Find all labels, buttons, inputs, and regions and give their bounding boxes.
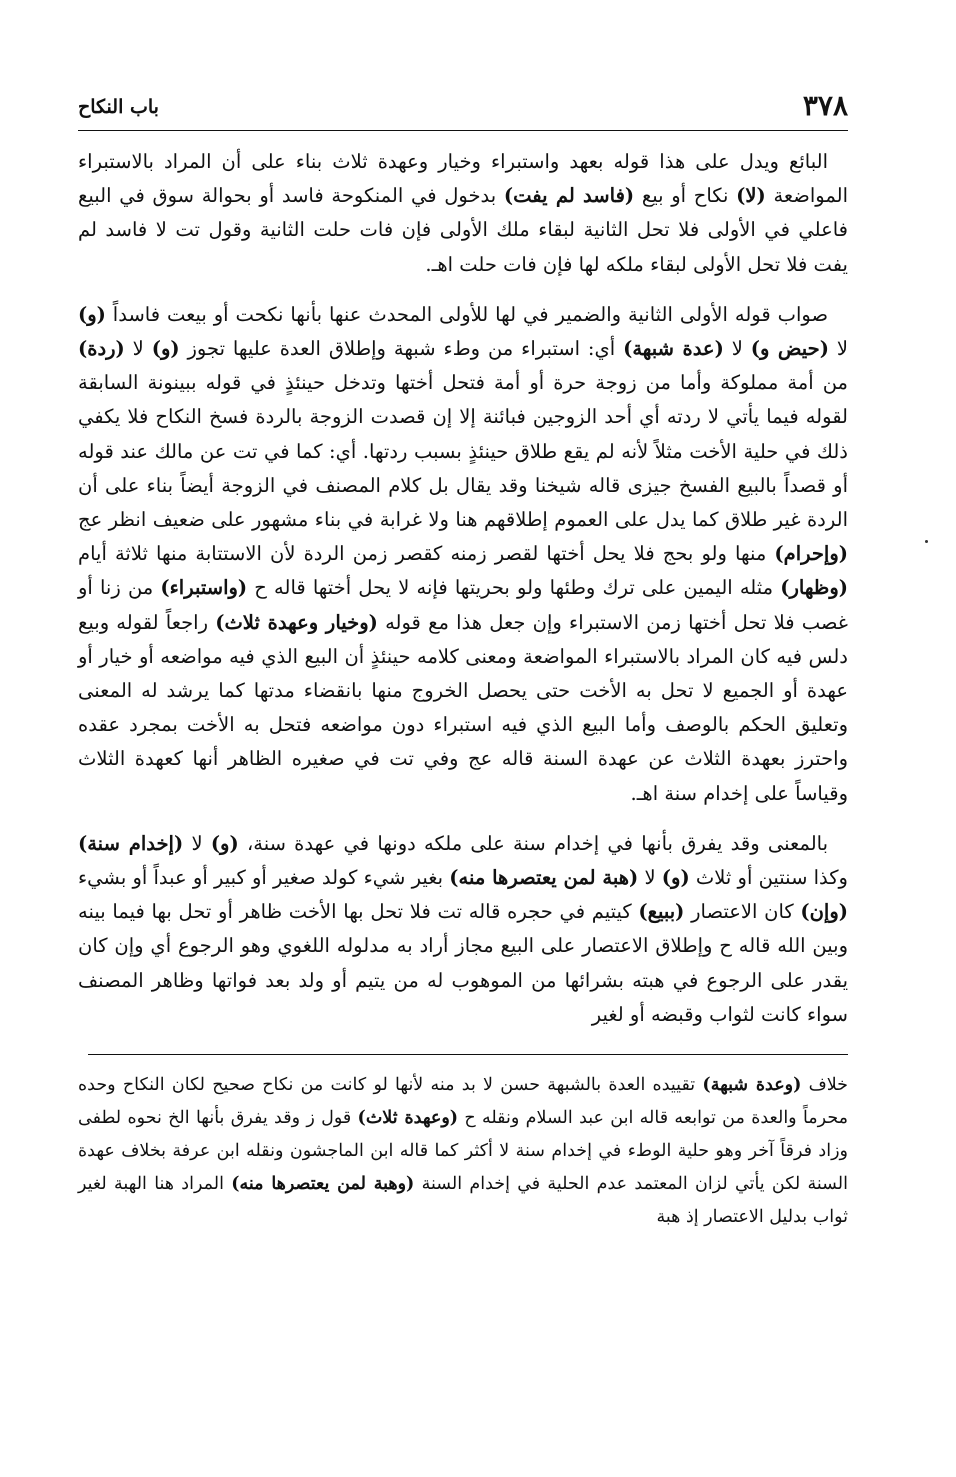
text-run: خلاف [801,1075,848,1096]
bold-term: (عدة شبهة) [623,337,724,361]
text-run: راجعاً لقوله وبيع دلس فيه كان المراد بالاستبراء المواضعة ومعنى كلامه حينئذٍ أن البيع الذي فيه مواضعه أو خيار أو عهدة أو الجميع لا تحل به الأخت حتى يحصل الخروج منها بانقضاء مدتها كما يرشد له المعنى وتعليق الحكم بالوصف وأما البيع الذي فيه استبراء دون مواضعه فتحل به الأخت بمجرد عقده واحترز بعهدة الثلاث عن عهدة السنة قاله عج وفي تت في صغيره الظاهر أنها كعهدة الثلاث وقياساً على إخدام سنة اهـ. [78,610,848,805]
text-run: لا [723,337,751,361]
bold-term: (إخدام سنة) [78,831,184,855]
bold-term: (وخيار وعهدة ثلاث) [215,610,378,634]
bold-term: (و) [151,337,180,361]
bold-term: (هبة لمن يعتصرها منه) [449,866,639,890]
text-run: المراد هنا الهبة لغير ثواب بدليل الاعتصار إذ هبة [78,1174,848,1228]
bold-term: (وعدة شبهة) [702,1075,802,1096]
bold-term: (و) [210,831,239,855]
text-run: بدخول في المنكوحة فاسد أو بحوالة سوق في البيع فاعلي في الأولى فلا تحل الثانية لبقاء ملك الأولى فإن فات حلت الثانية وقول تت لا فاسد لم يفت فلا تحل الأولى لبقاء ملكه لها فإن فات حلت اهـ. [78,184,848,276]
text-run: أي: استبراء من وطء شبهة وإطلاق العدة عليها تجوز [179,337,624,361]
bold-term: (حيض و) [750,337,829,361]
bold-term: (و) [661,866,690,890]
footnote [78,1069,848,1234]
margin-mark [925,540,928,543]
text-run: نكاح أو بيع [634,184,737,208]
text-run: بالمعنى وقد يفرق بأنها في إخدام سنة على ملكه دونها في عهدة سنة، [238,831,829,855]
text-run: صواب قوله الأولى الثانية والضمير في لها للأولى المحدث عنها بأنها نكحت أو بيعت فاسداً [105,302,828,326]
text-run: منها ولو بحج فلا يحل أختها لقصر زمنه كقصر زمن الردة لأن الاستتابة منها ثلاثة أيام [78,542,775,566]
text-run: كيتيم في حجره قاله تت فلا تحل بها الأخت ظاهر أو تحل بها فيما بينه وبين الله قاله ح وإطلاق الاعتصار على البيع مجاز أراد به مدلوله اللغوي وهو الرجوع أي وإن كان يقدر على الرجوع في هبته بشرائها من الموهوب له من يتيم أو ولد بعد فواتها وظاهر المصنف سواء كانت لثواب وقبضه أو لغير [78,900,848,1026]
bold-term: (فاسد لم يفت) [503,184,635,208]
bold-term: (وعهدة ثلاث) [357,1108,459,1129]
bold-term: (وهبة لمن يعتصرها منه) [231,1174,415,1195]
text-run: كان الاعتصار [684,900,801,924]
page-header [78,80,848,131]
bold-term: (وظهار) [780,576,848,600]
bold-term: (وإحرام) [774,542,848,566]
paragraph [78,298,848,811]
running-title: باب النكاح [78,96,159,118]
text-run: من أمة مملوكة وأما من زوجة حرة أو أمة فتحل أختها وتدخل حينئذٍ في قوله ببينونة السابقة لقوله فيما يأتي لا ردته أي أحد الزوجين فبائنة إلا إن قصدت الزوجة بالردة فسخ النكاح فلا يكفي ذلك في حلية الأخت مثلاً لأنه لم يقع طلاق حينئذٍ بسبب ردتها. أي: كما في تت عن مالك عند قوله أو قصداً بالبيع الفسخ جيزى قاله شيخنا وقد يقال بل كلام المصنف في الزوجة أيضاً بناء على أن الردة غير طلاق كما يدل على العموم إطلاقهم هنا ولا غرابة في بناء مشهور على ضعيف انظر عج [78,371,848,532]
footnote-divider [88,1054,848,1055]
text-run: لا [183,831,211,855]
text-run: بغير شيء كولد صغير أو كبير أو عبداً أو بشيء [78,866,450,890]
bold-term: (واستبراء) [160,576,248,600]
book-page [78,80,848,1410]
bold-term: (ببيع) [638,900,685,924]
main-text [78,145,848,1032]
text-run: مثله اليمين على ترك وطئها ولو بحريتها فإنه لا يحل أختها قاله ح [247,576,781,600]
text-run: لا [124,337,152,361]
text-run: البائع ويدل على هذا قوله بعهد واستبراء وخيار وعهدة ثلاث بناء على أن المراد بالاستبراء المواضعة [78,150,848,208]
text-run: من زنا أو غصب فلا تحل أختها زمن الاستبراء وإن جعل هذا مع قوله [78,576,848,634]
paragraph [78,145,848,282]
paragraph [78,827,848,1032]
bold-term: (ردة) [78,337,125,361]
text-run: قول ز وقد يفرق بأنها الخ نحوه لطفى وزاد فرقاً آخر وهو حلية الوطء في إخدام سنة لا أكثر كما قاله ابن الماجشون ونقله ابن عرفة بخلاف عهدة السنة لكن يأتي لزان المعتمد عدم الحلية في إخدام السنة [78,1108,848,1195]
bold-term: (لا) [736,184,766,208]
text-run: لا [638,866,662,890]
text-run: لا [828,337,848,361]
bold-term: (وإن) [800,900,848,924]
page-number: ٣٧٨ [802,89,848,122]
bold-term: (و) [78,302,106,326]
text-run: تقييده العدة بالشبهة حسن لا بد منه لأنها لو كانت من نكاح صحيح لكان النكاح وحده محرماً والعدة من توابعه قاله ابن عبد السلام ونقله ح [78,1075,848,1129]
text-run: وكذا سنتين أو ثلاث [689,866,848,890]
